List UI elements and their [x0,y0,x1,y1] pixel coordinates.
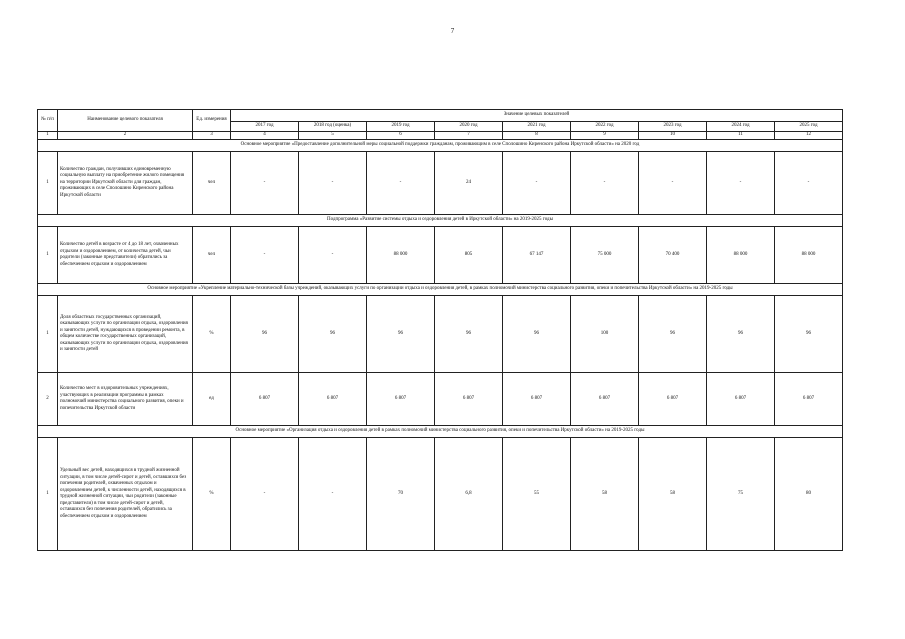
row-number: 1 [38,438,58,551]
indicator-name: Количество мест в оздоровительных учреждениях, участвующих в реализации программы в рамках полномочий министерства социального развития, опеки и попечительства Иркутской области [58,373,193,426]
value-cell: 805 [435,227,503,284]
page-number: 7 [450,27,455,35]
value-cell: 6 807 [367,373,435,426]
column-index: 5 [299,132,367,140]
section-row [38,284,843,296]
section-title: Основное мероприятие «Укрепление материально-технической базы учреждений, оказывающих услуги по организации отдыха и оздоровления детей, в рамках полномочий министерства социального развития, опеки и попечительства Иркутской области» на 2019-2025 годы [38,284,843,296]
value-cell: 6 807 [639,373,707,426]
value-cell: 6 807 [231,373,299,426]
column-index: 2 [58,132,193,140]
value-cell: 80 [775,438,843,551]
value-cell: - [707,152,775,215]
value-cell: 6 807 [571,373,639,426]
value-cell: 70 [367,438,435,551]
header-year: 2024 год [707,122,775,132]
unit: ед [193,373,231,426]
header-year: 2021 год [503,122,571,132]
value-cell: - [775,152,843,215]
value-cell: 96 [231,296,299,373]
value-cell: 24 [435,152,503,215]
section-title: Подпрограмма «Развитие системы отдыха и оздоровления детей в Иркутской области» на 2019-2025 годы [38,215,843,227]
value-cell: 6 807 [775,373,843,426]
indicator-name: Удельный вес детей, находящихся в трудной жизненной ситуации, в том числе детей-сирот и детей, оставшихся без попечения родителей, охваченных отдыхом и оздоровлением детей, к численности детей, находящихся в трудной жизненной ситуации, чьи родители (законные представители) в том числе детей-сирот и детей, оставшихся без попечения родителей, обратились за обеспечением отдыхом и оздоровлением [58,438,193,551]
value-cell: - [299,438,367,551]
row-number: 2 [38,373,58,426]
value-cell: 58 [571,438,639,551]
header-num: № п/п [38,110,58,132]
value-cell: 96 [707,296,775,373]
value-cell: - [231,438,299,551]
column-index: 10 [639,132,707,140]
value-cell: 96 [299,296,367,373]
value-cell: 88 000 [707,227,775,284]
header-year: 2025 год [775,122,843,132]
header-name: Наименование целевого показателя [58,110,193,132]
indicator-name: Количество детей в возрасте от 4 до 18 лет, охваченных отдыхом и оздоровлением, от количества детей, чьи родители (законные представители) обратились за обеспечением отдыхом и оздоровлением [58,227,193,284]
header-year: 2020 год [435,122,503,132]
header-values: Значение целевых показателей [231,110,843,122]
value-cell: - [503,152,571,215]
value-cell: 96 [367,296,435,373]
section-row [38,215,843,227]
row-number: 1 [38,227,58,284]
row-number: 1 [38,296,58,373]
value-cell: 96 [503,296,571,373]
value-cell: 75 000 [571,227,639,284]
unit: чел [193,227,231,284]
column-index: 4 [231,132,299,140]
header-year: 2022 год [571,122,639,132]
section-row [38,140,843,152]
value-cell: 88 000 [367,227,435,284]
value-cell: 55 [503,438,571,551]
value-cell: 96 [775,296,843,373]
value-cell: - [231,152,299,215]
column-index: 7 [435,132,503,140]
value-cell: 6,8 [435,438,503,551]
header-year: 2023 год [639,122,707,132]
value-cell: 58 [639,438,707,551]
header-unit: Ед. измерения [193,110,231,132]
table-row [38,296,843,373]
table-row [38,227,843,284]
value-cell: 6 807 [435,373,503,426]
header-year: 2017 год [231,122,299,132]
column-index: 11 [707,132,775,140]
header-year: 2019 год [367,122,435,132]
target-indicators-table [37,109,843,551]
column-index: 12 [775,132,843,140]
column-index: 3 [193,132,231,140]
value-cell: - [639,152,707,215]
indicator-name: Доля областных государственных организаций, оказывающих услуги по организации отдыха, оздоровления и занятости детей, нуждающихся в проведении ремонта, в общем количестве государственных организаций, оказывающих услуги по организации отдыха, оздоровления и занятости детей [58,296,193,373]
unit: % [193,296,231,373]
value-cell: - [299,152,367,215]
indicator-name: Количество граждан, получивших единовременную социальную выплату на приобретение жилого помещения на территории Иркутской области для граждан, проживающих в селе Сполошино Киренского района Иркутской области [58,152,193,215]
column-index: 8 [503,132,571,140]
value-cell: 96 [639,296,707,373]
value-cell: - [571,152,639,215]
value-cell: 100 [571,296,639,373]
unit: чел [193,152,231,215]
value-cell: 6 807 [707,373,775,426]
column-index: 1 [38,132,58,140]
section-row [38,426,843,438]
value-cell: 67 147 [503,227,571,284]
header-year: 2018 год (оценка) [299,122,367,132]
value-cell: 6 807 [299,373,367,426]
value-cell: 75 [707,438,775,551]
value-cell: - [299,227,367,284]
value-cell: 70 400 [639,227,707,284]
table-row [38,152,843,215]
value-cell: 88 000 [775,227,843,284]
value-cell: 6 807 [503,373,571,426]
row-number: 1 [38,152,58,215]
column-index: 9 [571,132,639,140]
table-row [38,438,843,551]
table-row [38,373,843,426]
section-title: Основное мероприятие «Предоставление дополнительной меры социальной поддержки гражданам, проживающим в селе Сполошино Киренского района Иркутской области» на 2020 год [38,140,843,152]
value-cell: - [231,227,299,284]
section-title: Основное мероприятие «Организация отдыха и оздоровления детей в рамках полномочий министерства социального развития, опеки и попечительства Иркутской области» на 2019-2025 годы [38,426,843,438]
value-cell: - [367,152,435,215]
unit: % [193,438,231,551]
value-cell: 96 [435,296,503,373]
column-index: 6 [367,132,435,140]
